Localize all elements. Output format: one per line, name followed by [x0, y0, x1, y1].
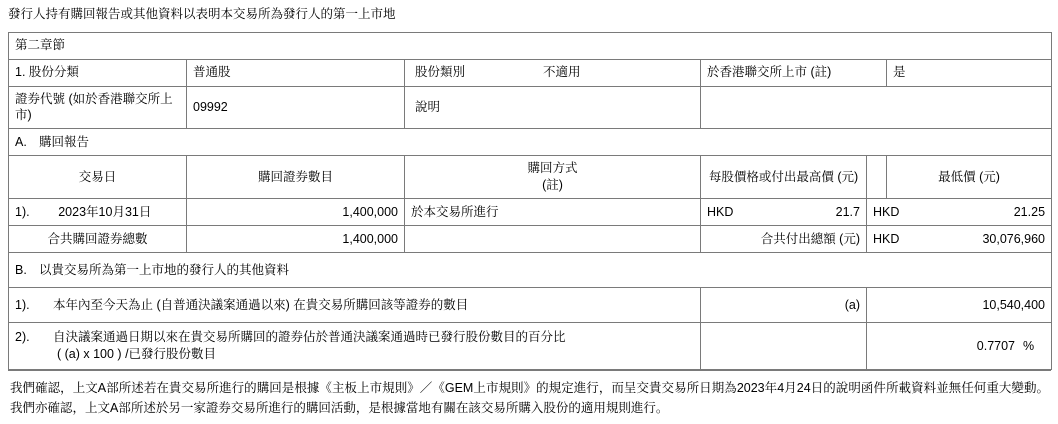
b1-marker: (a)	[701, 288, 867, 323]
total-amount: 30,076,960	[982, 231, 1046, 246]
total-row	[9, 226, 1052, 253]
section-label: 第二章節	[9, 32, 1052, 59]
total-paid-label: 合共付出總額 (元)	[701, 226, 867, 253]
trade-method: 於本交易所進行	[405, 199, 701, 226]
trade-price-low-currency: HKD	[873, 204, 900, 219]
total-label: 合共購回證券總數	[9, 226, 187, 253]
b2-value-cell	[867, 323, 1052, 370]
stock-note-value	[701, 86, 1052, 129]
stock-code-row	[9, 86, 1052, 129]
section-a-row	[9, 129, 1052, 156]
trade-row	[9, 199, 1052, 226]
header-trade-date: 交易日	[9, 156, 187, 199]
hk-listed-value: 是	[887, 59, 1052, 86]
stock-code-value: 09992	[187, 86, 405, 129]
section-b-heading	[9, 253, 1052, 288]
total-spacer	[405, 226, 701, 253]
b2-text-cell	[9, 323, 701, 370]
b1-text-cell	[9, 288, 701, 323]
b1-text: 本年內至今天為止 (自普通決議案通過以來) 在貴交易所購回該等證券的數目	[53, 297, 469, 312]
section-b-label: B.	[15, 262, 27, 277]
total-quantity: 1,400,000	[187, 226, 405, 253]
confirmation-text: 我們確認，上文A部所述若在貴交易所進行的購回是根據《主板上市規則》／《GEM上市規則》的規定進行，而呈交貴交易所日期為2023年4月24日的說明函件所載資料並無任何重大變動。我們亦確認，上文A部所述於另一家證券交易所進行的購回活動，是根據當地有關在該交易所購入股份的適用規則進行。	[10, 381, 1049, 415]
trade-price-high-currency: HKD	[707, 204, 734, 219]
header-method-main: 購回方式	[527, 161, 578, 176]
section-b-title: 以貴交易所為第一上市地的發行人的其他資料	[39, 262, 290, 277]
section-a-header-row	[9, 156, 1052, 199]
trade-price-low-value: 21.25	[1013, 204, 1046, 219]
header-price-low-spacer	[867, 156, 887, 199]
trade-date-value: 2023年10月31日	[58, 204, 152, 219]
trade-price-high-value: 21.7	[835, 204, 860, 219]
confirmation-footer	[8, 370, 1051, 424]
hk-listed-label: 於香港聯交所上市 (註)	[701, 59, 887, 86]
b1-index: 1).	[15, 297, 30, 312]
header-price-high: 每股價格或付出最高價 (元)	[701, 156, 867, 199]
share-type-value: 不適用	[543, 65, 581, 80]
section-a-title: 購回報告	[39, 134, 90, 149]
share-class-value: 普通股	[187, 59, 405, 86]
trade-index: 1).	[15, 204, 30, 219]
intro-text: 發行人持有購回報告或其他資料以表明本交易所為發行人的第一上市地	[8, 7, 396, 21]
b1-value: 10,540,400	[867, 288, 1052, 323]
b2-marker	[701, 323, 867, 370]
trade-quantity: 1,400,000	[187, 199, 405, 226]
trade-index-date	[9, 199, 187, 226]
b2-text-line2: ( (a) x 100 ) /已發行股份數目	[57, 347, 217, 362]
b2-index: 2).	[15, 330, 30, 345]
header-method-note: (註)	[542, 178, 563, 193]
section-b-row-2	[9, 323, 1052, 370]
header-quantity: 購回證券數目	[187, 156, 405, 199]
header-method	[405, 156, 701, 199]
stock-note-label: 說明	[405, 86, 701, 129]
buyback-report-table	[8, 32, 1052, 371]
total-currency: HKD	[873, 231, 900, 246]
section-b-row	[9, 253, 1052, 288]
trade-price-high	[701, 199, 867, 226]
total-paid-amount	[867, 226, 1052, 253]
b2-unit: %	[1023, 338, 1035, 353]
section-b-row-1	[9, 288, 1052, 323]
share-class-row	[9, 59, 1052, 86]
share-type-label: 股份類別	[415, 65, 466, 80]
section-a-label: A.	[15, 134, 27, 149]
section-a-heading	[9, 129, 1052, 156]
b2-text: 自決議案通過日期以來在貴交易所購回的證券佔於普通決議案通過時已發行股份數目的百分比	[53, 330, 566, 345]
share-class-label: 1. 股份分類	[9, 59, 187, 86]
stock-code-label: 證券代號 (如於香港聯交所上市)	[9, 86, 187, 129]
section-label-row	[9, 32, 1052, 59]
share-type-label-value	[405, 59, 701, 86]
trade-price-low	[867, 199, 1052, 226]
header-price-low: 最低價 (元)	[887, 156, 1052, 199]
b2-value: 0.7707	[976, 338, 1016, 353]
